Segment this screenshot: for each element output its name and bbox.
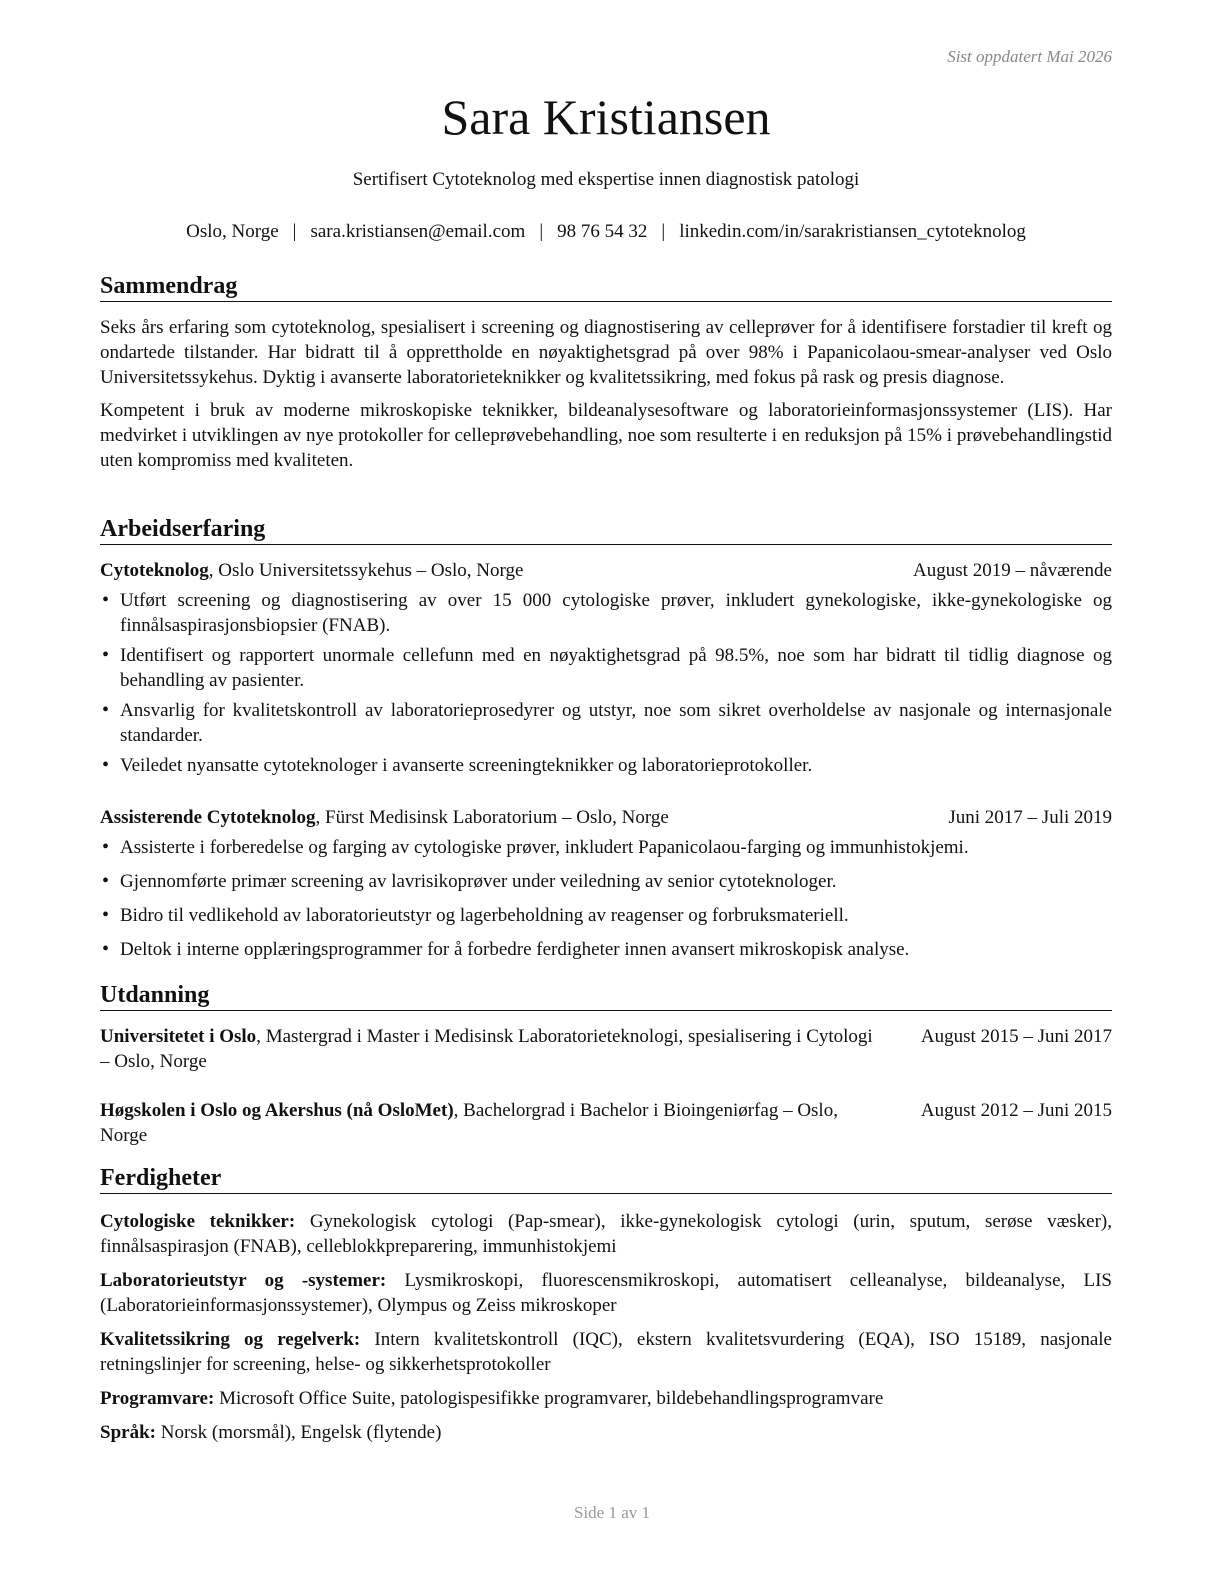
contact-line bbox=[100, 219, 1112, 244]
candidate-name: Sara Kristiansen bbox=[441, 89, 771, 145]
skill-label: Kvalitetssikring og regelverk: bbox=[100, 1329, 361, 1350]
contact-location: Oslo, Norge bbox=[186, 221, 279, 242]
job-role: Cytoteknolog bbox=[100, 560, 209, 581]
job-bullets bbox=[100, 588, 1112, 778]
job-role: Assisterende Cytoteknolog bbox=[100, 807, 316, 828]
contact-email[interactable]: sara.kristiansen@email.com bbox=[310, 221, 526, 242]
section-title-skills: Ferdigheter bbox=[100, 1163, 1112, 1194]
job-org: , Oslo Universitetssykehus – Oslo, Norge bbox=[208, 560, 524, 581]
skill-row bbox=[100, 1420, 1112, 1445]
job-bullets bbox=[100, 835, 1112, 962]
section-title-experience: Arbeidserfaring bbox=[100, 514, 1112, 545]
list-item: • Ansvarlig for kvalitetskontroll av laboratorieprosedyrer og utstyr, noe som sikret overholdelse av nasjonale og internasjonale standarder. bbox=[100, 698, 1112, 748]
education-school: Universitetet i Oslo bbox=[100, 1026, 257, 1047]
tagline: Sertifisert Cytoteknolog med ekspertise innen diagnostisk patologi bbox=[352, 169, 860, 190]
job-org: , Fürst Medisinsk Laboratorium – Oslo, Norge bbox=[315, 807, 669, 828]
skill-label: Programvare: bbox=[100, 1388, 215, 1409]
skill-text: Intern kvalitetskontroll (IQC), ekstern kvalitetsvurdering (EQA), ISO 15189, nasjonale retningslinjer for screening, helse- og sikkerhetsprotokoller bbox=[100, 1329, 1112, 1375]
skill-text: Norsk (morsmål), Engelsk (flytende) bbox=[155, 1422, 442, 1443]
skill-text: Lysmikroskopi, fluorescensmikroskopi, automatisert celleanalyse, bildeanalyse, LIS (Laboratorieinformasjonssystemer), Olympus og Zeiss mikroskoper bbox=[100, 1270, 1112, 1316]
skills-section bbox=[100, 1163, 1112, 1445]
list-item: • Identifisert og rapportert unormale cellefunn med en nøyaktighetsgrad på 98.5%, noe som har bidratt til tidlig diagnose og behandling av pasienter. bbox=[100, 643, 1112, 693]
last-updated: Sist oppdatert Mai 2026 bbox=[947, 47, 1112, 66]
list-item: • Utført screening og diagnostisering av over 15 000 cytologiske prøver, inkludert gynekologiske, ikke-gynekologiske og finnålsaspirasjonsbiopsier (FNAB). bbox=[100, 588, 1112, 638]
list-item: • Assisterte i forberedelse og farging av cytologiske prøver, inkludert Papanicolaou-farging og immunhistokjemi. bbox=[100, 835, 1112, 860]
skill-row bbox=[100, 1268, 1112, 1318]
list-item: • Deltok i interne opplæringsprogrammer for å forbedre ferdigheter innen avansert mikroskopisk analyse. bbox=[100, 937, 1112, 962]
contact-separator: | bbox=[292, 221, 297, 242]
contact-phone: 98 76 54 32 bbox=[557, 221, 648, 242]
job-header bbox=[100, 558, 1112, 583]
education-entry bbox=[100, 1024, 1112, 1074]
skill-row bbox=[100, 1209, 1112, 1259]
education-dates: August 2015 – Juni 2017 bbox=[920, 1026, 1112, 1047]
education-entry bbox=[100, 1098, 1112, 1148]
skill-text: Gynekologisk cytologi (Pap-smear), ikke-gynekologisk cytologi (urin, sputum, serøse væsker), finnålsaspirasjon (FNAB), celleblokkpreparering, immunhistokjemi bbox=[100, 1211, 1112, 1257]
job-entry bbox=[100, 558, 1112, 778]
education-section bbox=[100, 980, 1112, 1148]
contact-linkedin[interactable]: linkedin.com/in/sarakristiansen_cytoteknolog bbox=[679, 221, 1026, 242]
skill-label: Cytologiske teknikker: bbox=[100, 1211, 296, 1232]
skill-label: Språk: bbox=[100, 1422, 156, 1443]
section-title-education: Utdanning bbox=[100, 980, 1112, 1011]
job-entry bbox=[100, 805, 1112, 962]
education-school: Høgskolen i Oslo og Akershus (nå OsloMet) bbox=[100, 1100, 454, 1121]
education-dates: August 2012 – Juni 2015 bbox=[920, 1100, 1112, 1121]
contact-separator: | bbox=[539, 221, 544, 242]
job-header bbox=[100, 805, 1112, 830]
skill-text: Microsoft Office Suite, patologispesifikke programvarer, bildebehandlingsprogramvare bbox=[214, 1388, 884, 1409]
summary-section bbox=[100, 271, 1112, 473]
summary-paragraph: Seks års erfaring som cytoteknolog, spesialisert i screening og diagnostisering av celleprøver for å identifisere forstadier til kreft og ondartede tilstander. Har bidratt til å opprettholde en nøyaktighetsgrad på over 98% i Papanicolaou-smear-analyser ved Oslo Universitetssykehus. Dyktig i avanserte laboratorieteknikker og kvalitetssikring, med fokus på rask og presis diagnose. bbox=[100, 317, 1112, 388]
education-detail: , Bachelorgrad i Bachelor i Bioingeniørfag – Oslo, Norge bbox=[100, 1100, 838, 1146]
page-number: Side 1 av 1 bbox=[573, 1503, 651, 1522]
education-detail: , Mastergrad i Master i Medisinsk Laboratorieteknologi, spesialisering i Cytologi – Oslo, Norge bbox=[100, 1026, 873, 1072]
skill-label: Laboratorieutstyr og -systemer: bbox=[100, 1270, 387, 1291]
skill-row bbox=[100, 1327, 1112, 1377]
contact-separator: | bbox=[661, 221, 666, 242]
experience-section bbox=[100, 514, 1112, 962]
skill-row bbox=[100, 1386, 1112, 1411]
job-dates: August 2019 – nåværende bbox=[913, 560, 1112, 581]
summary-paragraph: Kompetent i bruk av moderne mikroskopiske teknikker, bildeanalysesoftware og laboratorieinformasjonssystemer (LIS). Har medvirket i utviklingen av nye protokoller for celleprøvebehandling, noe som resulterte i en reduksjon på 15% i prøvebehandlingstid uten kompromiss med kvaliteten. bbox=[100, 400, 1112, 471]
section-title-summary: Sammendrag bbox=[100, 271, 1112, 302]
list-item: • Gjennomførte primær screening av lavrisikoprøver under veiledning av senior cytoteknologer. bbox=[100, 869, 1112, 894]
job-dates: Juni 2017 – Juli 2019 bbox=[948, 807, 1112, 828]
list-item: • Veiledet nyansatte cytoteknologer i avanserte screeningteknikker og laboratorieprotokoller. bbox=[100, 753, 1112, 778]
list-item: • Bidro til vedlikehold av laboratorieutstyr og lagerbeholdning av reagenser og forbruksmateriell. bbox=[100, 903, 1112, 928]
